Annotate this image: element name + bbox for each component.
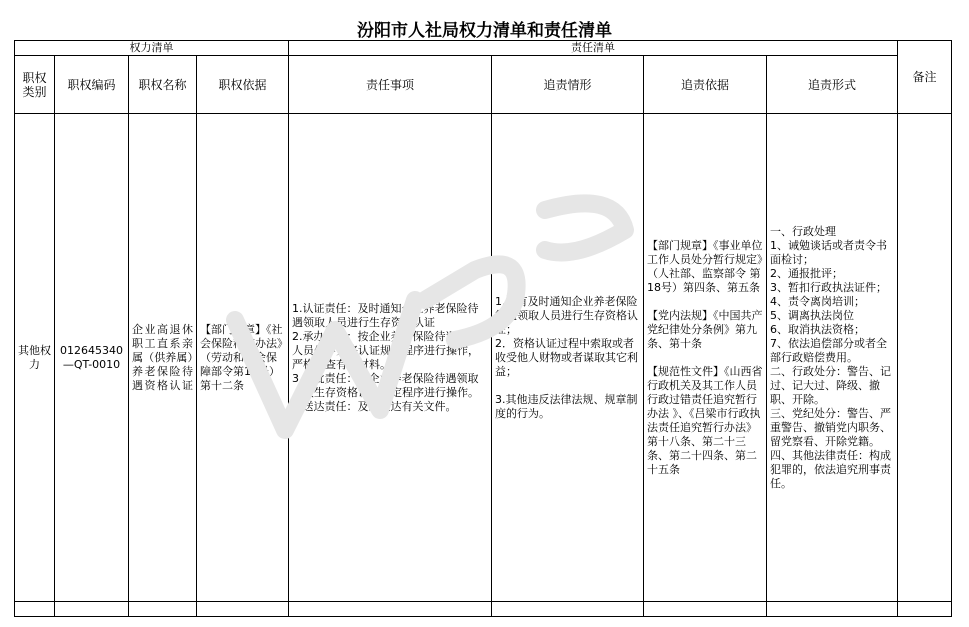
form-item: 3、暂扣行政执法证件；	[770, 280, 887, 294]
blank-cell	[492, 602, 644, 617]
blank-cell	[197, 602, 289, 617]
accountability-basis-item: 【党内法规】《中国共产党纪律处分条例》第九条、第十条	[647, 308, 763, 350]
accountability-basis-item: 【规范性文件】《山西省行政机关及其工作人员行政过错责任追究暂行办法 》、《吕梁市行政执法责任追究暂行办法》第十八条、第二十三条、第二十四条、第二十五条	[647, 364, 763, 476]
form-item: 2、通报批评；	[770, 266, 843, 280]
power-responsibility-table	[14, 40, 952, 617]
blank-cell	[644, 602, 767, 617]
matter-item: 1.认证责任：及时通知企业养老保险待遇领取人员进行生存资格认证	[292, 301, 479, 329]
matter-item: 3.审批责任：按企业养老保险待遇领取人员生存资格认证规定程序进行操作。	[292, 371, 479, 399]
circumstance-item: 2．资格认证过程中索取或者收受他人财物或者谋取其它利益；	[495, 336, 638, 378]
page-title: 汾阳市人社局权力清单和责任清单	[357, 21, 612, 41]
category-header: 职权类别	[15, 56, 55, 114]
name-header: 职权名称	[129, 56, 197, 114]
circumstance-item: 1.没有及时通知企业养老保险待遇领取人员进行生存资格认证；	[495, 294, 638, 336]
power-list-header: 权力清单	[15, 41, 289, 56]
circumstances-header: 追责情形	[492, 56, 644, 114]
basis-cell	[197, 114, 289, 602]
circumstance-item: 3.其他违反法律法规、规章制度的行为。	[495, 392, 638, 420]
responsibility-list-header: 责任清单	[289, 41, 898, 56]
matters-header: 责任事项	[289, 56, 492, 114]
blank-cell	[289, 602, 492, 617]
accountability-basis-item: 【部门规章】《事业单位工作人员处分暂行规定》（人社部、监察部令 第18号）第四条、第五条	[647, 238, 763, 294]
forms-cell	[767, 114, 898, 602]
matter-item: 4.送达责任：及时送达有关文件。	[292, 399, 457, 413]
remarks-header: 备注	[898, 41, 952, 114]
accountability-basis-header: 追责依据	[644, 56, 767, 114]
form-item: 四、其他法律责任：构成犯罪的，依法追究刑事责任。	[770, 448, 891, 490]
circumstances-cell	[492, 114, 644, 602]
forms-header: 追责形式	[767, 56, 898, 114]
matter-item: 2.承办责任：按企业养老保险待遇领取人员生存资格认证规定程序进行操作，严格审查有关材料。	[292, 329, 479, 371]
blank-cell	[129, 602, 197, 617]
form-item: 6、取消执法资格；	[770, 322, 865, 336]
form-item: 4、责令离岗培训；	[770, 294, 865, 308]
name-cell: 企业高退休职工直系亲属（供养属）养老保险待遇资格认证	[129, 114, 197, 602]
form-item: 一、行政处理	[770, 224, 836, 238]
blank-cell	[898, 602, 952, 617]
blank-cell	[15, 602, 55, 617]
accountability-basis-cell	[644, 114, 767, 602]
form-item: 1、诫勉谈话或者责令书面检讨；	[770, 238, 887, 266]
form-item: 7、依法追偿部分或者全部行政赔偿费用。	[770, 336, 887, 364]
basis-text: 【部门规章】《社会保险稽核办法》（劳动和社会保障部令第16号）第十二条	[200, 322, 283, 392]
category-cell: 其他权力	[15, 114, 55, 602]
blank-cell	[767, 602, 898, 617]
remarks-cell	[898, 114, 952, 602]
code-header: 职权编码	[55, 56, 129, 114]
form-item: 三、党纪处分：警告、严重警告、撤销党内职务、留党察看、开除党籍。	[770, 406, 891, 448]
form-item: 5、调离执法岗位	[770, 308, 854, 322]
basis-header: 职权依据	[197, 56, 289, 114]
code-cell: 012645340—QT-0010	[55, 114, 129, 602]
blank-cell	[55, 602, 129, 617]
form-item: 二、行政处分：警告、记过、记大过、降级、撤职、开除。	[770, 364, 891, 406]
matters-cell	[289, 114, 492, 602]
